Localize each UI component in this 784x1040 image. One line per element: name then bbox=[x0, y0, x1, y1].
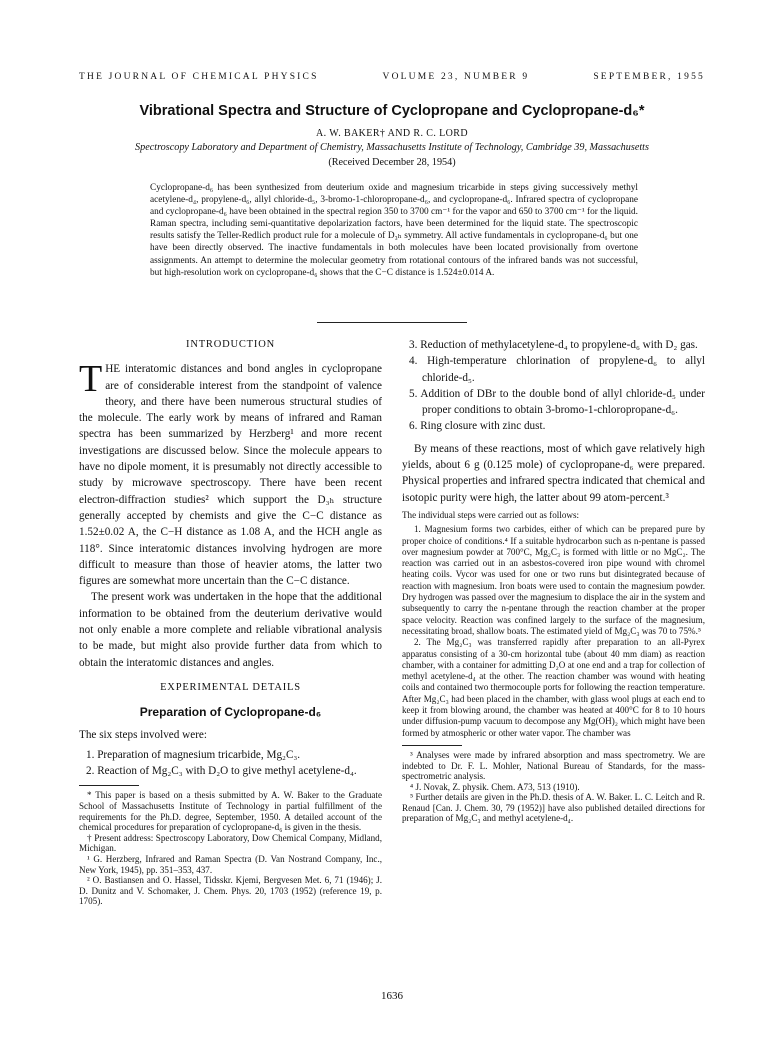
footnote: ⁴ J. Novak, Z. physik. Chem. A73, 513 (1910). bbox=[410, 781, 580, 792]
yield-paragraph: By means of these reactions, most of which gave relatively high yields, about 6 g (0.125 mole) of cyclopropane-d₆ were prepared. Physical properties and infrared spectra indicated that chemical and isotopic purity were high, the latter about 99 atom-percent.³ bbox=[402, 442, 705, 504]
received-date: (Received December 28, 1954) bbox=[328, 157, 456, 168]
footnote-rule bbox=[402, 745, 462, 746]
footnote-rule bbox=[79, 785, 139, 786]
authors: A. W. BAKER† AND R. C. LORD bbox=[316, 128, 468, 139]
footnote: * This paper is based on a thesis submitted by A. W. Baker to the Graduate School of Massachusetts Institute of Technology in partial fulfillment of the requirements for the Ph.D. degree, September, 1950. A detailed account of the chemical procedures for preparation of cyclopropane-d₆ is given in the thesis. bbox=[79, 790, 382, 833]
footnote: ¹ G. Herzberg, Infrared and Raman Spectra (D. Van Nostrand Company, Inc., New York, 1945), pp. 351–353, 437. bbox=[79, 853, 382, 875]
footnotes-right bbox=[402, 750, 705, 824]
journal-name: THE JOURNAL OF CHEMICAL PHYSICS bbox=[79, 72, 319, 82]
list-item: 1. Preparation of magnesium tricarbide, Mg₂C₃. bbox=[86, 748, 301, 761]
introduction-heading: INTRODUCTION bbox=[186, 339, 275, 350]
page-number: 1636 bbox=[381, 990, 403, 1002]
footnote: ³ Analyses were made by infrared absorption and mass spectrometry. We are indebted to Dr. F. L. Mohler, National Bureau of Standards, for the mass-spectrometric analysis. bbox=[402, 749, 705, 782]
abstract: Cyclopropane-d₆ has been synthesized from deuterium oxide and magnesium tricarbide in steps giving successively methyl acetylene-d₄, propylene-d₆, allyl chloride-d₅, 3-bromo-1-chloropropane-d₆, and cyclopropane-d₆. Infrared spectra of cyclopropane and cyclopropane-d₆ have been obtained in the spectral region 350 to 3700 cm⁻¹ for the vapor and 650 to 3700 cm⁻¹ for the liquid. Raman spectra, including semi-quantitative depolarization factors, have been determined for the liquid state. The spectroscopic results satisfy the Teller-Redlich product rule for a molecule of D₃ₕ symmetry. All active fundamentals in cyclopropane-d₆ but one have been directly observed. The inactive fundamentals in both molecules have been located provisionally from overtone assignments. An attempt to determine the molecular geometry from rotational contours of the infrared bands was not successful, but high-resolution work on cyclopropane-d₆ shows that the C−C distance is 1.524±0.014 A. bbox=[150, 183, 638, 278]
step-1-detail: 1. Magnesium forms two carbides, either of which can be prepared pure by proper choice of conditions.⁴ If a suitable hydrocarbon such as n-pentane is passed over magnesium powder at 700°C, Mg₂C₃ is formed with little or no MgC₂. The reaction was carried out in an asbestos-covered iron pipe wound with chromel heating coils. Vycor was used for one or two runs but disintegrated because of reaction with magnesium. Iron boats were used to contain the magnesium powder. Dry hydrogen was passed over the magnesium to displace the air in the system and subsequently to carry the n-pentane through the reaction chamber at the proper space velocity. Reaction was confined largely to the surface of the magnesium, necessitating broad, shallow boats. The estimated yield of Mg₂C₃ was 70 to 75%.⁵ bbox=[402, 524, 705, 636]
list-item: 5. Addition of DBr to the double bond of allyl chloride-d₅ under proper conditions to obtain 3-bromo-1-chloropropane-d₆. bbox=[409, 387, 705, 417]
footnote: † Present address: Spectroscopy Laboratory, Dow Chemical Company, Midland, Michigan. bbox=[79, 832, 382, 854]
intro-paragraph-2: The present work was undertaken in the hope that the additional information to be obtained from the deuterium derivative would not only enable a more complete and reliable vibrational analysis to be made, but might also provide further data from which to obtain the interatomic distances and angles. bbox=[79, 591, 382, 669]
steps-list-left bbox=[79, 747, 382, 780]
footnotes-left bbox=[79, 790, 382, 907]
section-divider bbox=[317, 322, 467, 323]
experimental-heading: EXPERIMENTAL DETAILS bbox=[160, 681, 301, 693]
steps-list-right bbox=[402, 337, 705, 435]
list-item: 6. Ring closure with zinc dust. bbox=[409, 420, 546, 433]
running-head bbox=[79, 72, 705, 82]
footnote: ² O. Bastiansen and O. Hassel, Tidsskr. Kjemi, Bergvesen Met. 6, 71 (1946); J. D. Dunitz and V. Schomaker, J. Chem. Phys. 20, 1703 (1952) (reference 19, p. 1705). bbox=[79, 875, 382, 907]
left-column bbox=[79, 337, 382, 907]
intro-paragraph-1-text: HE interatomic distances and bond angles in cyclopropane are of considerable interest from the standpoint of valence theory, and there have been numerous structural studies of the molecule. The early work by means of infrared and Raman spectra has been summarized by Herzberg¹ and more recent investigations are discussed below. Since the molecule appears to have no dipole moment, it is presumably not directly accessible to study by microwave spectroscopy. There have been recent electron-diffraction studies² which support the D₃ₕ structure generally accepted by chemists and give the C−C distance as 1.52±0.02 A, the C−H distance as 1.08 A, and the HCH angle as 118°. Since interatomic distances involving hydrogen are more difficult to measure than those of heavier atoms, the latter two figures are somewhat more uncertain than the C−C distance. bbox=[79, 363, 382, 588]
issue-date: SEPTEMBER, 1955 bbox=[593, 72, 705, 82]
preparation-heading: Preparation of Cyclopropane-d₆ bbox=[139, 705, 322, 720]
affiliation: Spectroscopy Laboratory and Department of Chemistry, Massachusetts Institute of Technology, Cambridge 39, Massachusetts bbox=[135, 142, 649, 153]
volume-number: VOLUME 23, NUMBER 9 bbox=[382, 72, 530, 82]
intro-paragraph-1 bbox=[79, 358, 382, 589]
steps-intro: The six steps involved were: bbox=[79, 728, 208, 741]
list-item: 2. Reaction of Mg₂C₃ with D₂O to give methyl acetylene-d₄. bbox=[86, 765, 357, 778]
individual-steps-intro: The individual steps were carried out as follows: bbox=[402, 509, 580, 520]
right-column bbox=[402, 337, 705, 824]
step-2-detail: 2. The Mg₂C₃ was transferred rapidly after preparation to an all-Pyrex apparatus consisting of a 30-cm horizontal tube (about 40 mm diam) as reaction chamber, with a container for admitting D₂O at one end and a trap for collection of methyl acetylene-d₄ at the other. The reaction chamber was wound with heating coils and contained two thermocouple ports for following the reaction temperature. After Mg₂C₃ had been placed in the chamber, with glass wool plugs at each end to keep it from blowing around, the chamber was heated at 400°C for 8 to 10 hours under diffusion-pump vacuum to decompose any Mg(OH)₂ which might have been formed by atmospheric or other water vapor. The chamber was bbox=[402, 637, 705, 738]
footnote: ⁵ Further details are given in the Ph.D. thesis of A. W. Baker. L. C. Leitch and R. Renaud [Can. J. Chem. 30, 79 (1952)] have also published detailed directions for preparation of Mg₂C₃ and methyl acetylene-d₄. bbox=[402, 792, 705, 824]
list-item: 4. High-temperature chlorination of propylene-d₆ to allyl chloride-d₅. bbox=[409, 355, 705, 384]
list-item: 3. Reduction of methylacetylene-d₄ to propylene-d₆ with D₂ gas. bbox=[409, 339, 698, 351]
drop-cap: T bbox=[79, 358, 103, 401]
paper-title: Vibrational Spectra and Structure of Cyclopropane and Cyclopropane-d₆* bbox=[139, 103, 645, 119]
